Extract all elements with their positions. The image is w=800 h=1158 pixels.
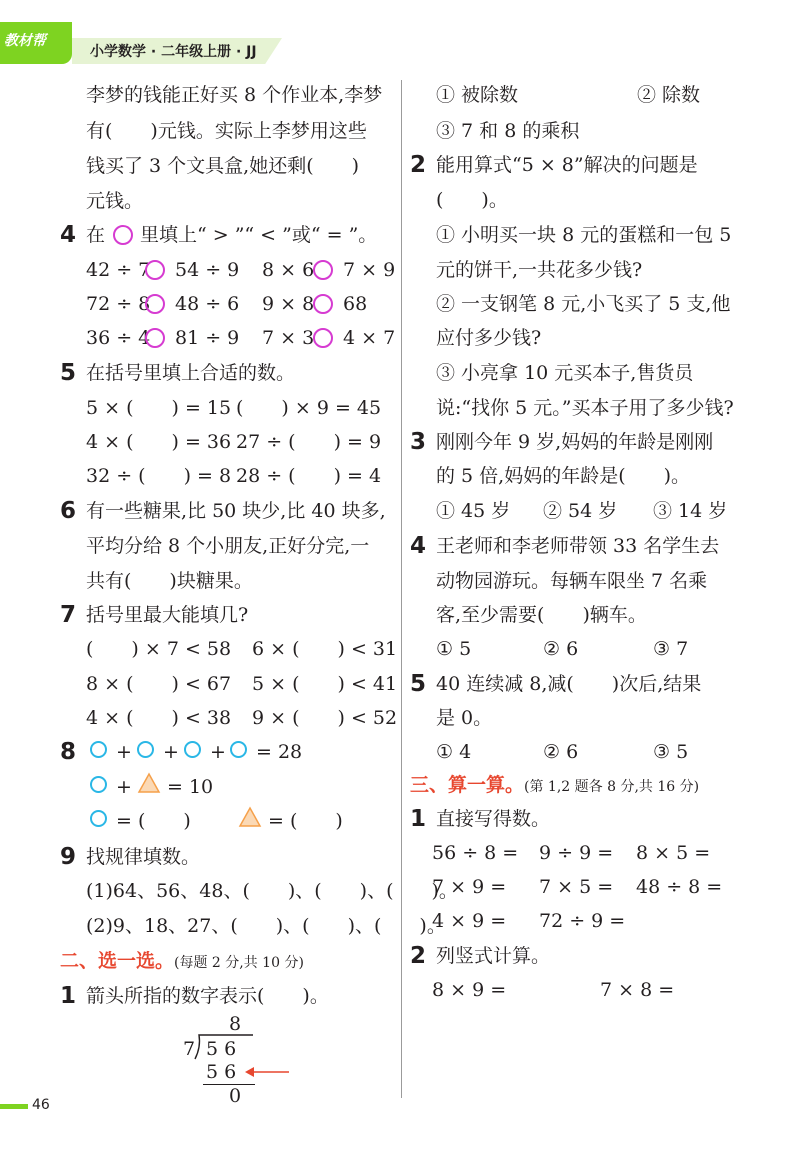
s3q1-r2-b: 7 × 5 = (539, 876, 614, 898)
s2q5-option-3: ③ 5 (653, 741, 689, 763)
s2q3-line2: 的 5 倍,妈妈的年龄是( )。 (436, 465, 691, 487)
section-2-note: (每题 2 分,共 10 分) (174, 955, 304, 971)
q5-r1-b: ( ) × 9 = 45 (236, 397, 382, 419)
plus-sign: + (163, 741, 179, 763)
q8-eq1-result: = 28 (256, 741, 303, 763)
s2q2-o1-line2: 元的饼干,一共花多少钱? (436, 259, 643, 281)
q7-r1-a: ( ) × 7 < 58 (86, 638, 232, 660)
s3q2-a: 8 × 9 = (432, 979, 507, 1001)
q7-text: 括号里最大能填几? (86, 604, 249, 626)
q4-r3-c: 7 × 3 (262, 327, 315, 349)
column-divider (401, 80, 402, 1098)
q8-triangle-answer: = ( ) (268, 810, 343, 832)
compare-circle-icon[interactable] (313, 294, 333, 314)
section-2-heading (60, 948, 304, 976)
header-tag: 教材帮 (4, 33, 46, 49)
s3q1-r2-c: 48 ÷ 8 = (636, 876, 723, 898)
s2q4-line3: 客,至少需要( )辆车。 (436, 604, 647, 626)
orange-triangle-icon (238, 806, 262, 828)
s3q1-number: 1 (410, 806, 427, 832)
red-arrow-icon (244, 1065, 290, 1079)
q4-text-a: 在 (86, 224, 106, 246)
q3-line4: 元钱。 (86, 190, 144, 212)
q3-line1: 李梦的钱能正好买 8 个作业本,李梦 (86, 84, 383, 106)
q6-line3: 共有( )块糖果。 (86, 570, 253, 592)
s2q1-option-1: ① 被除数 (436, 84, 519, 106)
compare-circle-icon[interactable] (313, 328, 333, 348)
division-quotient: 8 (229, 1013, 242, 1035)
q6-number: 6 (60, 498, 77, 524)
s2q3-option-1: ① 45 岁 (436, 500, 511, 522)
s3q1-text: 直接写得数。 (436, 808, 551, 830)
s2q2-o2-line1: ② 一支钢笔 8 元,小飞买了 5 支,他 (436, 293, 731, 315)
page-number-bar (0, 1104, 28, 1109)
s3q1-r1-a: 56 ÷ 8 = (432, 842, 519, 864)
s2q4-number: 4 (410, 533, 427, 559)
s2q2-o3-line2: 说:“找你 5 元。”买本子用了多少钱? (436, 397, 734, 419)
q5-number: 5 (60, 360, 77, 386)
page-number: 46 (32, 1097, 50, 1113)
division-product: 5 6 (206, 1061, 237, 1083)
q4-number: 4 (60, 222, 77, 248)
s2q5-line2: 是 0。 (436, 707, 493, 729)
section-3-heading (410, 772, 699, 800)
s2q2-o2-line2: 应付多少钱? (436, 327, 542, 349)
section-2-title: 二、选一选。 (60, 950, 175, 972)
s3q1-r1-c: 8 × 5 = (636, 842, 711, 864)
s2q3-line1: 刚刚今年 9 岁,妈妈的年龄是刚刚 (436, 431, 714, 453)
q4-r2-b: 48 ÷ 6 (175, 293, 240, 315)
blue-circle-icon (230, 741, 247, 758)
q7-r3-a: 4 × ( ) < 38 (86, 707, 232, 729)
compare-circle-icon[interactable] (145, 328, 165, 348)
blue-circle-icon (90, 810, 107, 827)
q5-text: 在括号里填上合适的数。 (86, 362, 296, 384)
q5-r2-a: 4 × ( ) = 36 (86, 431, 232, 453)
q4-r1-d: 7 × 9 (343, 259, 396, 281)
division-divisor: 7 (183, 1038, 196, 1060)
s3q1-r3-a: 4 × 9 = (432, 910, 507, 932)
s3q2-text: 列竖式计算。 (436, 945, 551, 967)
q7-number: 7 (60, 602, 77, 628)
s3q1-r3-b: 72 ÷ 9 = (539, 910, 626, 932)
q4-r2-c: 9 × 8 (262, 293, 315, 315)
s2q2-o3-line1: ③ 小亮拿 10 元买本子,售货员 (436, 362, 694, 384)
s2q5-option-1: ① 4 (436, 741, 472, 763)
s2q3-option-2: ② 54 岁 (543, 500, 618, 522)
s2q2-number: 2 (410, 152, 427, 178)
s2q2-o1-line1: ① 小明买一块 8 元的蛋糕和一包 5 (436, 224, 732, 246)
q7-r3-b: 9 × ( ) < 52 (252, 707, 398, 729)
q7-r2-b: 5 × ( ) < 41 (252, 673, 398, 695)
s2q3-number: 3 (410, 429, 427, 455)
s2q4-line2: 动物园游玩。每辆车限坐 7 名乘 (436, 570, 708, 592)
compare-circle-icon (113, 225, 133, 245)
q4-r2-d: 68 (343, 293, 368, 315)
q5-r2-b: 27 ÷ ( ) = 9 (236, 431, 382, 453)
plus-sign: + (116, 741, 132, 763)
blue-circle-icon (137, 741, 154, 758)
q5-r3-b: 28 ÷ ( ) = 4 (236, 465, 382, 487)
q4-r1-a: 42 ÷ 7 (86, 259, 151, 281)
compare-circle-icon[interactable] (145, 260, 165, 280)
s2q2-line2: ( )。 (436, 189, 508, 211)
orange-triangle-icon (137, 772, 161, 794)
blue-circle-icon (184, 741, 201, 758)
s2q1-option-2: ② 除数 (637, 84, 701, 106)
s2q5-option-2: ② 6 (543, 741, 579, 763)
q8-circle-answer: = ( ) (116, 810, 191, 832)
q8-eq2-result: = 10 (167, 776, 214, 798)
q4-r3-d: 4 × 7 (343, 327, 396, 349)
q9-number: 9 (60, 844, 77, 870)
plus-sign: + (210, 741, 226, 763)
s3q2-number: 2 (410, 943, 427, 969)
s2q5-number: 5 (410, 671, 427, 697)
q3-line3: 钱买了 3 个文具盒,她还剩( ) (86, 155, 360, 177)
q5-r3-a: 32 ÷ ( ) = 8 (86, 465, 232, 487)
q3-line2: 有( )元钱。实际上李梦用这些 (86, 120, 367, 142)
blue-circle-icon (90, 776, 107, 793)
q4-text-b: 里填上“ > ”“ < ”或“ = ”。 (140, 224, 378, 246)
q5-r1-a: 5 × ( ) = 15 (86, 397, 232, 419)
s2q1-text: 箭头所指的数字表示( )。 (86, 985, 329, 1007)
compare-circle-icon[interactable] (313, 260, 333, 280)
s3q1-r2-a: 7 × 9 = (432, 876, 507, 898)
q8-number: 8 (60, 739, 77, 765)
division-remainder: 0 (229, 1085, 242, 1107)
plus-sign: + (116, 776, 132, 798)
s3q2-b: 7 × 8 = (600, 979, 675, 1001)
q9-line1: (1)64、56、48、( )、( )、( )。 (86, 880, 458, 902)
division-dividend: 5 6 (206, 1038, 237, 1060)
s2q1-number: 1 (60, 983, 77, 1009)
s2q3-option-3: ③ 14 岁 (653, 500, 728, 522)
q9-line2: (2)9、18、27、( )、( )、( )。 (86, 915, 446, 937)
q4-r2-a: 72 ÷ 8 (86, 293, 151, 315)
s2q4-option-2: ② 6 (543, 638, 579, 660)
q4-r3-a: 36 ÷ 4 (86, 327, 151, 349)
s2q1-option-3: ③ 7 和 8 的乘积 (436, 120, 580, 142)
q7-r1-b: 6 × ( ) < 31 (252, 638, 398, 660)
s2q5-line1: 40 连续减 8,减( )次后,结果 (436, 673, 702, 695)
blue-circle-icon (90, 741, 107, 758)
s2q4-option-1: ① 5 (436, 638, 472, 660)
q6-line1: 有一些糖果,比 50 块少,比 40 块多, (86, 500, 386, 522)
q7-r2-a: 8 × ( ) < 67 (86, 673, 232, 695)
q4-r3-b: 81 ÷ 9 (175, 327, 240, 349)
s2q4-line1: 王老师和李老师带领 33 名学生去 (436, 535, 720, 557)
q6-line2: 平均分给 8 个小朋友,正好分完,一 (86, 535, 370, 557)
section-3-title: 三、算一算。 (410, 774, 525, 796)
header-title: 小学数学 · 二年级上册 · JJ (90, 44, 257, 60)
s3q1-r1-b: 9 ÷ 9 = (539, 842, 614, 864)
s2q2-line1: 能用算式“5 × 8”解决的问题是 (436, 154, 698, 176)
q9-text: 找规律填数。 (86, 846, 201, 868)
compare-circle-icon[interactable] (145, 294, 165, 314)
s2q4-option-3: ③ 7 (653, 638, 689, 660)
section-3-note: (第 1,2 题各 8 分,共 16 分) (524, 779, 700, 795)
q4-r1-b: 54 ÷ 9 (175, 259, 240, 281)
q4-r1-c: 8 × 6 (262, 259, 315, 281)
